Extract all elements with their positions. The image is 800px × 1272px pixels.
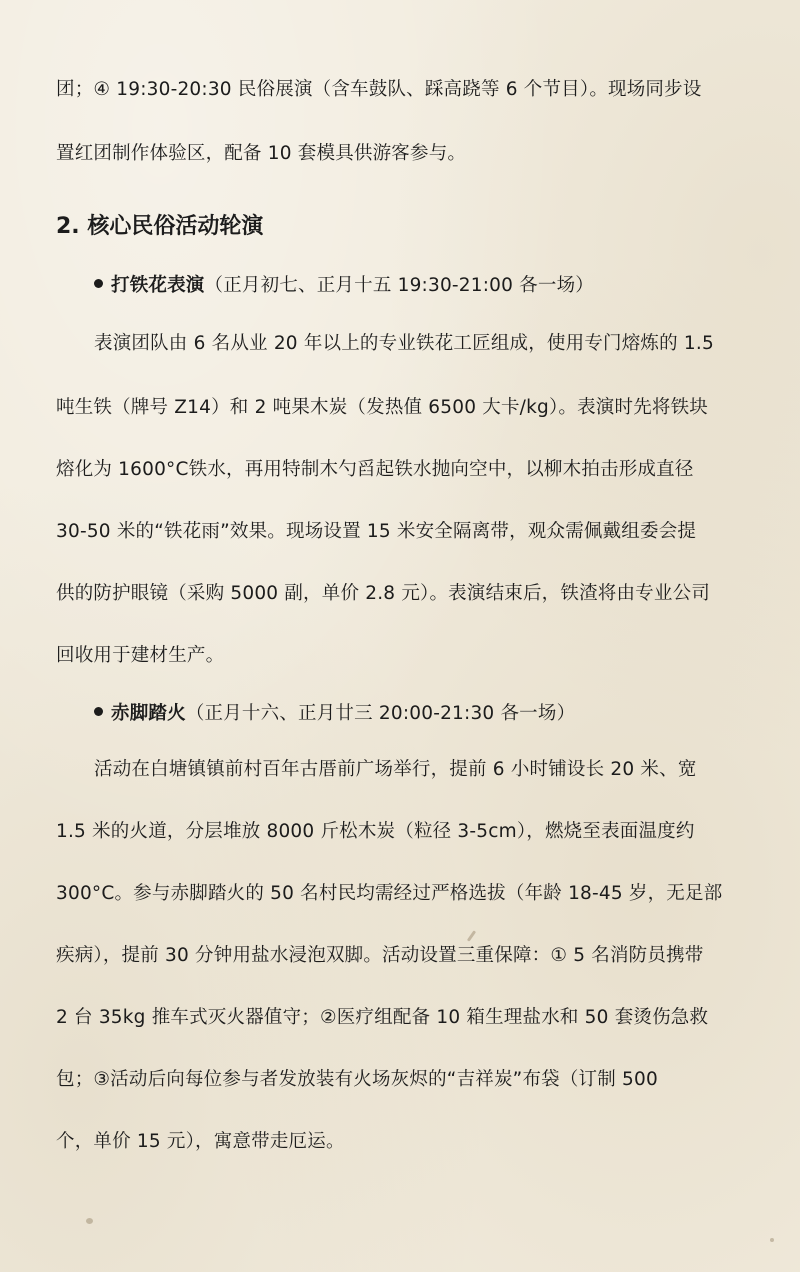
activity-1-line: 供的防护眼镜（采购 5000 副，单价 2.8 元）。表演结束后，铁渣将由专业公司 xyxy=(56,583,710,604)
section-heading: 2. 核心民俗活动轮演 xyxy=(56,214,264,239)
activity-1-line: 30-50 米的“铁花雨”效果。现场设置 15 米安全隔离带，观众需佩戴组委会提 xyxy=(56,521,697,542)
activity-2-title: 赤脚踏火 xyxy=(111,703,186,724)
activity-2-line: 疾病），提前 30 分钟用盐水浸泡双脚。活动设置三重保障：① 5 名消防员携带 xyxy=(56,945,704,966)
activity-2-line: 个，单价 15 元），寓意带走厄运。 xyxy=(56,1131,345,1152)
paragraph-line: 置红团制作体验区，配备 10 套模具供游客参与。 xyxy=(56,143,467,164)
paper-speck xyxy=(86,1218,93,1224)
activity-1-title: 打铁花表演 xyxy=(111,275,205,296)
activity-1-schedule: （正月初七、正月十五 19:30-21:00 各一场） xyxy=(204,275,594,296)
activity-1-line: 吨生铁（牌号 Z14）和 2 吨果木炭（发热值 6500 大卡/kg）。表演时先将铁块 xyxy=(56,397,709,418)
paragraph-line: 团；④ 19:30-20:30 民俗展演（含车鼓队、踩高跷等 6 个节目）。现场同步设 xyxy=(56,79,702,100)
activity-2-schedule: （正月十六、正月廿三 20:00-21:30 各一场） xyxy=(185,703,576,724)
bullet-icon xyxy=(94,707,103,716)
paper-speck xyxy=(467,930,476,942)
bullet-icon xyxy=(94,279,103,288)
activity-1-line: 表演团队由 6 名从业 20 年以上的专业铁花工匠组成，使用专门熔炼的 1.5 xyxy=(94,333,714,354)
activity-1-header xyxy=(94,272,794,300)
activity-2-line: 300°C。参与赤脚踏火的 50 名村民均需经过严格选拔（年龄 18-45 岁，无足部 xyxy=(56,883,723,904)
activity-2-line: 1.5 米的火道，分层堆放 8000 斤松木炭（粒径 3-5cm），燃烧至表面温度约 xyxy=(56,821,695,842)
activity-2-line: 2 台 35kg 推车式灭火器值守；②医疗组配备 10 箱生理盐水和 50 套烫伤急救 xyxy=(56,1007,709,1028)
paper-speck xyxy=(770,1238,774,1242)
activity-2-line: 包；③活动后向每位参与者发放装有火场灰烬的“吉祥炭”布袋（订制 500 xyxy=(56,1069,658,1090)
activity-2-header xyxy=(94,700,794,728)
activity-1-line: 回收用于建材生产。 xyxy=(56,645,225,666)
activity-1-line: 熔化为 1600°C铁水，再用特制木勺舀起铁水抛向空中，以柳木拍击形成直径 xyxy=(56,459,694,480)
activity-2-line: 活动在白塘镇镇前村百年古厝前广场举行，提前 6 小时铺设长 20 米、宽 xyxy=(94,759,697,780)
